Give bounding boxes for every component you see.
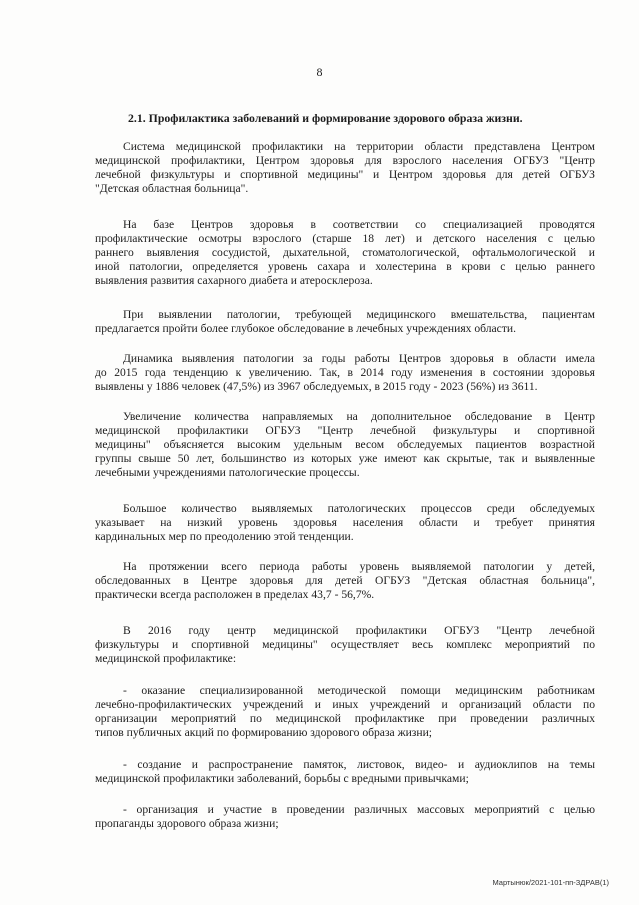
paragraph-line: "Детская областная больница". bbox=[95, 181, 249, 195]
paragraph-line: кардинальных мер по преодолению этой тенденции. bbox=[95, 529, 354, 543]
paragraph-line: - оказание специализированной методической помощи медицинским работникам bbox=[123, 684, 595, 697]
paragraph-line: медицинской профилактики заболеваний, борьбы с вредными привычками; bbox=[95, 771, 469, 785]
paragraph-line: Большое количество выявляемых патологических процессов среди обследуемых bbox=[123, 502, 595, 515]
paragraph-line: лечебно-профилактических учреждений и иных учреждений и организаций области по bbox=[95, 697, 595, 711]
paragraph-line: медицины" объясняется высоким удельным весом обследуемых пациентов возрастной bbox=[95, 437, 595, 451]
list-item-2 bbox=[95, 758, 595, 786]
paragraph-line: Динамика выявления патологии за годы работы Центров здоровья в области имела bbox=[123, 352, 595, 365]
paragraph-line: раннего выявления сосудистой, дыхательной, стоматологической, офтальмологической и bbox=[95, 245, 595, 259]
paragraph-line: до 2015 года тенденцию к увеличению. Так, в 2014 году изменения в состоянии здоровья bbox=[95, 365, 595, 379]
paragraph-line: лечебной физкультуры и спортивной медицины" и Центром здоровья для детей ОГБУЗ bbox=[95, 167, 595, 181]
section-heading: 2.1. Профилактика заболеваний и формирование здорового образа жизни. bbox=[128, 111, 523, 125]
list-item-3 bbox=[95, 803, 595, 831]
paragraph-line: указывает на низкий уровень здоровья населения области и требует принятия bbox=[95, 515, 595, 529]
paragraph-5 bbox=[95, 410, 595, 480]
paragraph-line: В 2016 году центр медицинской профилактики ОГБУЗ "Центр лечебной bbox=[123, 624, 595, 637]
paragraph-2 bbox=[95, 218, 595, 288]
paragraph-8 bbox=[95, 624, 595, 666]
paragraph-7 bbox=[95, 560, 595, 602]
paragraph-6 bbox=[95, 502, 595, 544]
paragraph-line: иной патологии, определяется уровень сахара и холестерина в крови с целью раннего bbox=[95, 259, 595, 273]
paragraph-line: группы свыше 50 лет, большинство из которых уже имеют как скрытые, так и выявленные bbox=[95, 451, 595, 465]
paragraph-line: - создание и распространение памяток, листовок, видео- и аудиоклипов на темы bbox=[123, 758, 595, 771]
paragraph-line: предлагается пройти более глубокое обследование в лечебных учреждениях области. bbox=[95, 321, 516, 335]
paragraph-line: типов публичных акций по формированию здорового образа жизни; bbox=[95, 725, 433, 739]
page-number: 8 bbox=[316, 65, 323, 79]
paragraph-line: медицинской профилактики, Центром здоровья для взрослого населения ОГБУЗ "Центр bbox=[95, 153, 595, 167]
paragraph-1 bbox=[95, 140, 595, 196]
paragraph-line: пропаганды здорового образа жизни; bbox=[95, 816, 279, 830]
paragraph-4 bbox=[95, 352, 595, 394]
paragraph-line: выявления развития сахарного диабета и атеросклероза. bbox=[95, 273, 373, 287]
footer-reference: Мартынюк/2021-101-пп-ЗДРАВ(1) bbox=[492, 878, 609, 887]
paragraph-line: На базе Центров здоровья в соответствии со специализацией проводятся bbox=[123, 218, 595, 231]
paragraph-line: Система медицинской профилактики на территории области представлена Центром bbox=[123, 140, 595, 153]
paragraph-line: физкультуры и спортивной медицины" осуществляет весь комплекс мероприятий по bbox=[95, 637, 595, 651]
paragraph-line: медицинской профилактике: bbox=[95, 651, 237, 665]
list-item-1 bbox=[95, 684, 595, 740]
paragraph-line: медицинской профилактики ОГБУЗ "Центр лечебной физкультуры и спортивной bbox=[95, 423, 595, 437]
paragraph-line: лечебными учреждениями патологические процессы. bbox=[95, 465, 360, 479]
paragraph-line: выявлены у 1886 человек (47,5%) из 3967 обследуемых, в 2015 году - 2023 (56%) из 3611. bbox=[95, 379, 538, 393]
paragraph-line: - организация и участие в проведении различных массовых мероприятий с целью bbox=[123, 803, 595, 816]
paragraph-line: При выявлении патологии, требующей медицинского вмешательства, пациентам bbox=[123, 308, 595, 321]
paragraph-line: организации мероприятий по медицинской профилактике при проведении различных bbox=[95, 711, 595, 725]
paragraph-line: Увеличение количества направляемых на дополнительное обследование в Центр bbox=[123, 410, 595, 423]
paragraph-line: практически всегда расположен в пределах 43,7 - 56,7%. bbox=[95, 587, 375, 601]
paragraph-line: профилактические осмотры взрослого (старше 18 лет) и детского населения с целью bbox=[95, 231, 595, 245]
paragraph-line: обследованных в Центре здоровья для детей ОГБУЗ "Детская областная больница", bbox=[95, 573, 595, 587]
paragraph-line: На протяжении всего периода работы уровень выявляемой патологии у детей, bbox=[123, 560, 595, 573]
paragraph-3 bbox=[95, 308, 595, 336]
